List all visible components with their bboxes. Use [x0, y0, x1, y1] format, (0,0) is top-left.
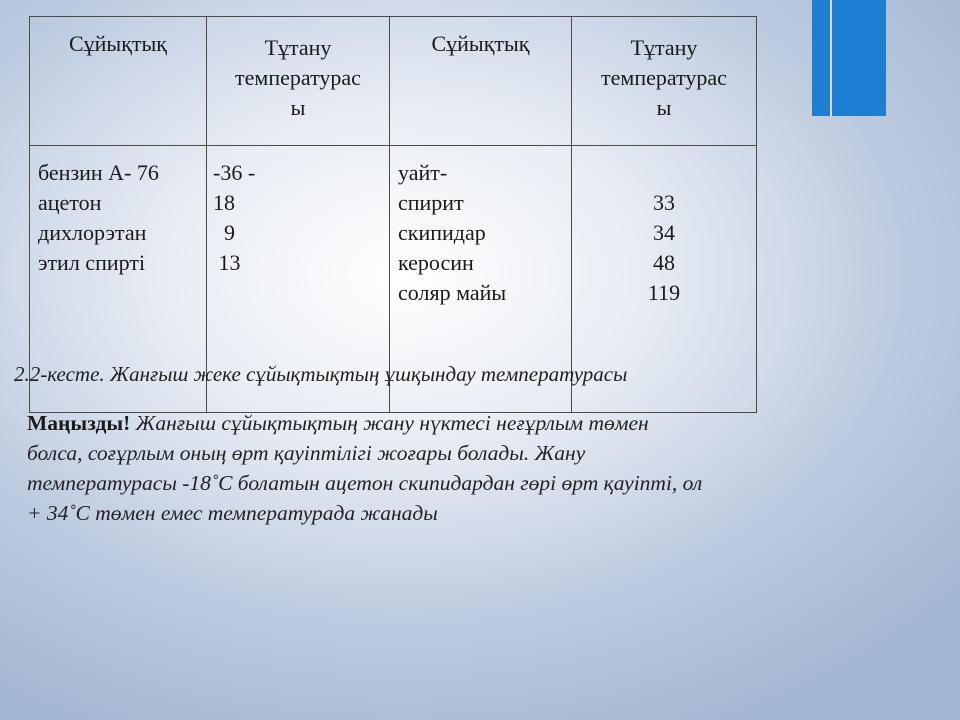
header-temp-2: Тұтану температурас ы	[572, 17, 757, 146]
table-header-row	[30, 17, 757, 146]
note-line-1: Маңызды! Жанғыш сұйықтықтың жану нүктесі неғұрлым төмен	[27, 411, 649, 435]
note-line-2: болса, соғұрлым оның өрт қауіптілігі жоғары болады. Жану	[27, 441, 586, 465]
note-line-4: + 34˚С төмен емес температурада жанады	[27, 501, 438, 525]
accent-line	[830, 0, 832, 116]
important-note	[27, 408, 877, 528]
note-line-3: температурасы -18˚С болатын ацетон скипидардан гөрі өрт қауіпті, ол	[27, 471, 703, 495]
header-temp-1: Тұтану температурас ы	[207, 17, 390, 146]
liquids-cell-2: уайт- спирит скипидар керосин соляр майы	[390, 146, 572, 413]
header-liquid-1: Сұйықтық	[30, 17, 207, 146]
note-label: Маңызды!	[27, 411, 131, 435]
header-liquid-2: Сұйықтық	[390, 17, 572, 146]
table-caption: 2.2-кесте. Жанғыш жеке сұйықтықтың ұшқындау температурасы	[14, 362, 628, 386]
temps-cell-2: 33 34 48 119	[572, 146, 757, 413]
temps-cell-1: -36 - 18 9 13	[207, 146, 390, 413]
accent-bar	[812, 0, 886, 116]
ignition-temperature-table	[29, 16, 757, 413]
liquids-cell-1: бензин А- 76 ацетон дихлорэтан этил спирті	[30, 146, 207, 413]
